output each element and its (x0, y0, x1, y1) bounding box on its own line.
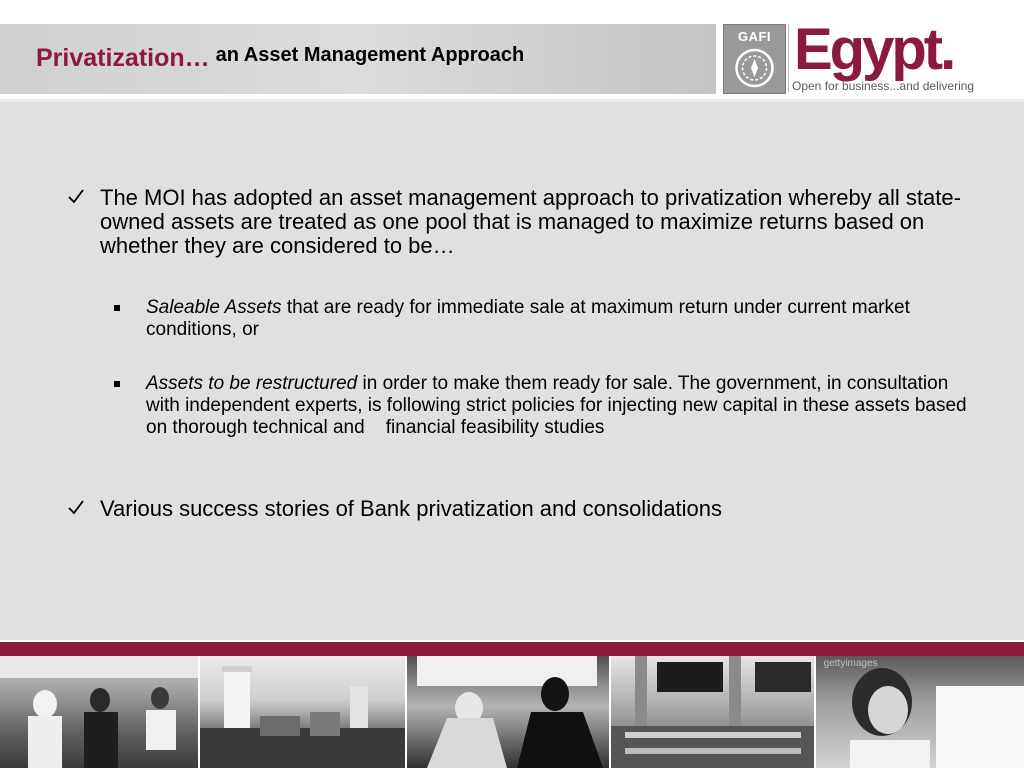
photo-strip (0, 656, 1024, 768)
square-bullet-icon (114, 305, 120, 311)
emphasis-text: Assets to be restructured (146, 373, 358, 394)
square-bullet-icon (114, 381, 120, 387)
bullet-success-stories (64, 497, 964, 521)
photo-watermark: gettyimages (823, 658, 878, 669)
sub-bullet-restructured-assets (112, 373, 972, 439)
photo-stock-exchange (611, 656, 815, 768)
sub-bullet-body: that are ready for immediate sale at maximum return under current market conditions, or (146, 297, 910, 340)
sub-bullet-text (146, 297, 972, 341)
gafi-emblem-icon (732, 47, 777, 89)
sub-bullet-body: in order to make them ready for sale. The government, in consultation with independent experts, is following strict policies for injecting new capital in these assets based on thorough technical and financial feasibility studies (146, 373, 972, 438)
egypt-logo: Egypt. (794, 17, 954, 82)
photo-meeting (407, 656, 611, 768)
checkmark-icon (64, 497, 88, 517)
title-main: Privatization… (36, 44, 210, 72)
photo-trading-floor (0, 656, 200, 768)
slide-title (36, 44, 525, 73)
logo-divider (788, 24, 789, 92)
photo-call-center (816, 656, 1024, 768)
gafi-logo (723, 24, 786, 94)
bullet-text: Various success stories of Bank privatization and consolidations (100, 496, 723, 521)
logo-tagline: Open for business...and delivering (792, 79, 975, 93)
bullet-text: The MOI has adopted an asset management approach to privatization whereby all state-owned assets are treated as one pool that is managed to maximize returns based on whether they are considered to be… (100, 185, 961, 258)
logo-area (718, 17, 1024, 96)
gafi-label: GAFI (737, 29, 772, 44)
footer-band (0, 642, 1024, 656)
sub-bullet-saleable-assets (112, 297, 972, 341)
sub-bullet-text (146, 373, 972, 439)
title-subtitle: an Asset Management Approach (215, 44, 525, 66)
checkmark-icon (64, 186, 88, 206)
photo-city-skyline (200, 656, 406, 768)
bullet-moi-approach (64, 186, 964, 258)
content-area (0, 102, 1024, 640)
emphasis-text: Saleable Assets (146, 297, 282, 318)
